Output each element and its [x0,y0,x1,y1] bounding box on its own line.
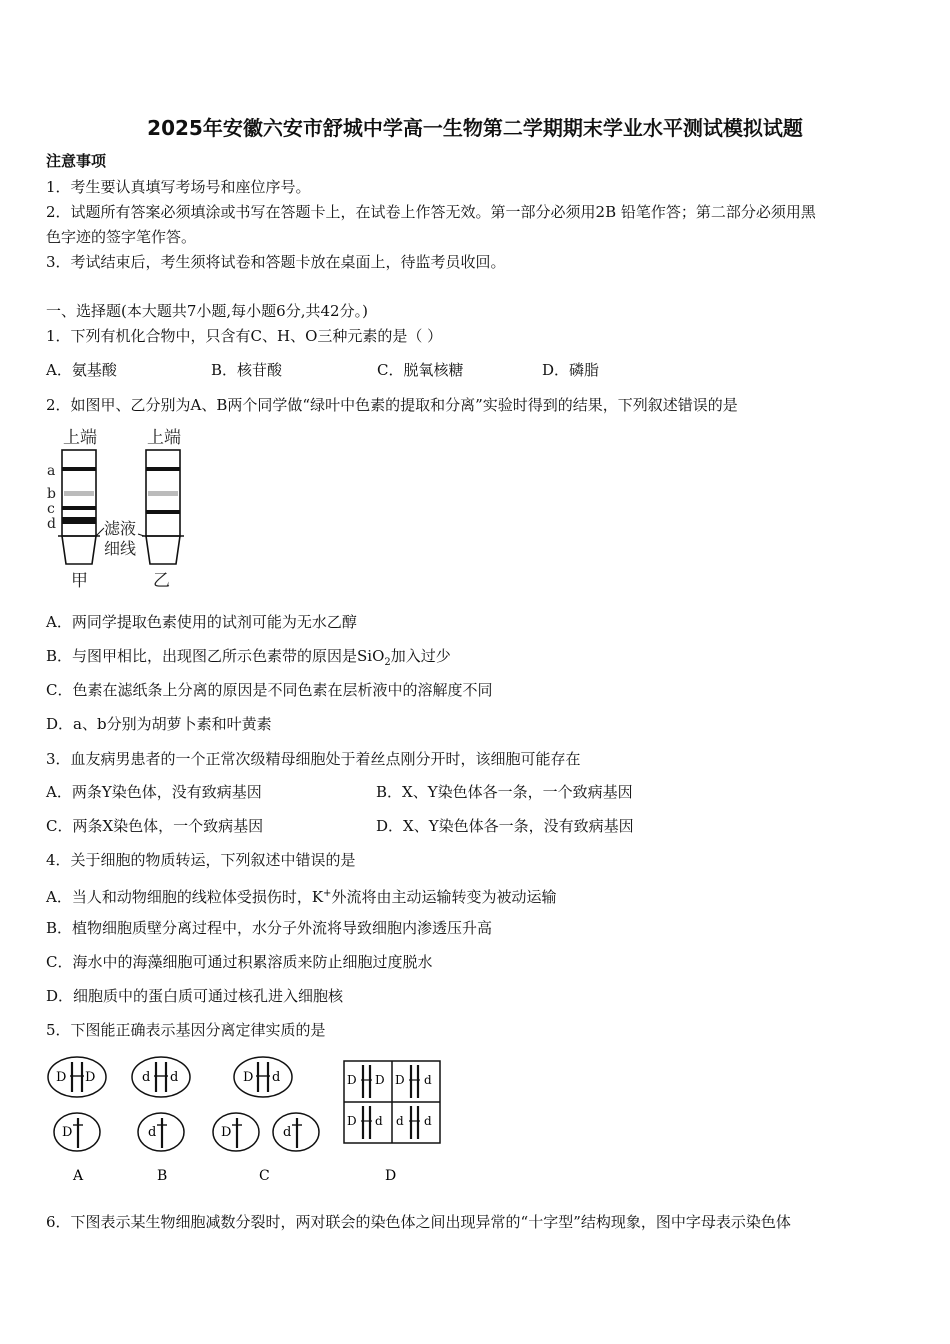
chromatography-figure [44,424,194,590]
notice-heading: 注意事项 [46,152,107,170]
notice-item: 1．考生要认真填写考场号和座位序号。 [46,178,311,196]
top-label-right: 上端 [147,428,181,448]
line-label-1: 滤液 [104,519,137,538]
q2-option-c: C．色素在滤纸条上分离的原因是不同色素在层析液中的溶解度不同 [46,681,493,699]
top-label-left: 上端 [63,428,97,448]
q1-stem: 1．下列有机化合物中，只含有C、H、O三种元素的是（ ） [46,327,443,345]
gene-d: d [148,1125,157,1140]
gene-D: D [243,1070,254,1085]
caption-jia: 甲 [71,571,88,590]
figure-label-d: D [385,1168,397,1184]
gene-separation-figure [44,1054,444,1188]
q3-option-b: B．X、Y染色体各一条，一个致病基因 [376,783,633,801]
q4-option-d: D．细胞质中的蛋白质可通过核孔进入细胞核 [46,987,344,1005]
line-label-2: 细线 [104,539,137,558]
band-label-c: c [47,501,55,517]
notice-item: 3．考试结束后，考生须将试卷和答题卡放在桌面上，待监考员收回。 [46,253,506,271]
figure-label-c: C [259,1168,270,1184]
q4-option-b: B．植物细胞质壁分离过程中，水分子外流将导致细胞内渗透压升高 [46,919,493,937]
gene-D: D [85,1070,96,1085]
figure-d [344,1061,440,1184]
q4-option-c: C．海水中的海藻细胞可通过积累溶质来防止细胞过度脱水 [46,953,433,971]
q4-stem: 4．关于细胞的物质转运，下列叙述中错误的是 [46,851,356,869]
q1-option-c: C．脱氧核糖 [377,361,464,379]
figure-c [213,1057,319,1184]
gene-D: D [56,1070,67,1085]
strip-yi [142,450,184,564]
gene-D: D [221,1125,232,1140]
band-label-a: a [47,463,56,479]
notice-item: 色字迹的签字笔作答。 [46,228,197,246]
q6-stem: 6．下图表示某生物细胞减数分裂时，两对联会的染色体之间出现异常的“十字型”结构现象，图中字母表示染色体 [46,1213,791,1231]
q3-option-a: A．两条Y染色体，没有致病基因 [46,783,262,801]
page-title: 2025年安徽六安市舒城中学高一生物第二学期期末学业水平测试模拟试题 [147,116,803,140]
q1-option-b: B．核苷酸 [211,361,283,379]
caption-yi: 乙 [153,571,170,590]
gene-D: D [375,1073,385,1087]
band-label-b: b [47,486,56,502]
gene-d: d [170,1070,179,1085]
section-heading: 一、选择题(本大题共7小题,每小题6分,共42分。) [46,302,368,320]
gene-d: d [396,1114,404,1128]
gene-d: d [424,1114,432,1128]
figure-a [48,1057,106,1184]
gene-d: d [424,1073,432,1087]
q4-option-a: A．当人和动物细胞的线粒体受损伤时，K+外流将由主动运输转变为被动运输 [46,888,557,906]
gene-d: d [142,1070,151,1085]
gene-D: D [347,1114,357,1128]
strip-jia [58,450,100,564]
q5-stem: 5．下图能正确表示基因分离定律实质的是 [46,1021,326,1039]
figure-label-b: B [157,1168,168,1184]
q2-option-a: A．两同学提取色素使用的试剂可能为无水乙醇 [46,613,357,631]
q3-stem: 3．血友病男患者的一个正常次级精母细胞处于着丝点刚分开时，该细胞可能存在 [46,750,581,768]
q1-option-d: D．磷脂 [542,361,600,379]
notice-item: 2．试题所有答案必须填涂或书写在答题卡上，在试卷上作答无效。第一部分必须用2B 铅笔作答；第二部分必须用黑 [46,203,816,221]
gene-d: d [272,1070,281,1085]
q2-stem: 2．如图甲、乙分别为A、B两个同学做“绿叶中色素的提取和分离”实验时得到的结果，下列叙述错误的是 [46,396,738,414]
gene-d: d [283,1125,292,1140]
figure-label-a: A [73,1168,84,1184]
q3-option-d: D．X、Y染色体各一条，没有致病基因 [376,817,634,835]
band-label-d: d [47,516,56,532]
gene-D: D [62,1125,73,1140]
q2-option-b: B．与图甲相比，出现图乙所示色素带的原因是SiO$_2$加入过少 [46,647,451,668]
q1-option-a: A．氨基酸 [46,361,117,379]
figure-b [132,1057,190,1184]
q3-option-c: C．两条X染色体，一个致病基因 [46,817,264,835]
gene-D: D [395,1073,405,1087]
gene-D: D [347,1073,357,1087]
q2-option-d: D．a、b分别为胡萝卜素和叶黄素 [46,715,272,733]
gene-d: d [375,1114,383,1128]
